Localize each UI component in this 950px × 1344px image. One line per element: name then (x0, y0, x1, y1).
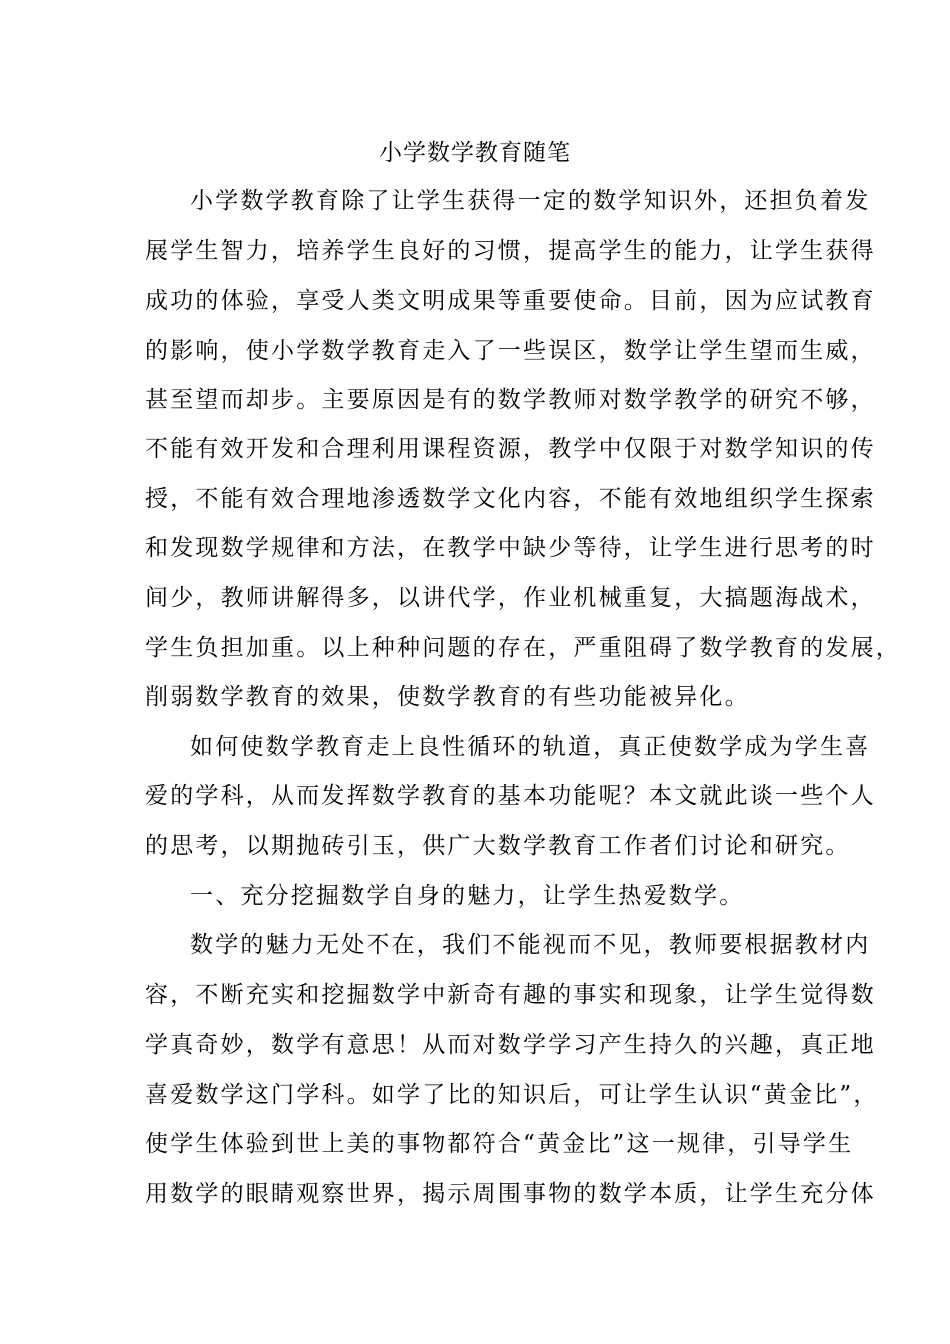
paragraph-line: 甚至望而却步。主要原因是有的数学教师对数学教学的研究不够， (145, 387, 876, 413)
paragraph-line: 小学数学教育除了让学生获得一定的数学知识外，还担负着发 (190, 188, 871, 214)
paragraph-line: 数学的魅力无处不在，我们不能视而不见，教师要根据教材内 (190, 932, 871, 958)
paragraph-line: 展学生智力，培养学生良好的习惯，提高学生的能力，让学生获得 (145, 238, 876, 264)
section-heading: 一、充分挖掘数学自身的魅力，让学生热爱数学。 (190, 883, 745, 909)
paragraph-line: 爱的学科，从而发挥数学教育的基本功能呢？本文就此谈一些个人 (145, 783, 876, 809)
document-title: 小学数学教育随笔 (379, 140, 571, 166)
paragraph-line: 如何使数学教育走上良性循环的轨道，真正使数学成为学生喜 (190, 734, 871, 760)
paragraph-line: 成功的体验，享受人类文明成果等重要使命。目前，因为应试教育 (145, 288, 876, 314)
paragraph-line: 用数学的眼睛观察世界，揭示周围事物的数学本质，让学生充分体 (145, 1181, 876, 1207)
paragraph-line: 和发现数学规律和方法，在教学中缺少等待，让学生进行思考的时 (145, 535, 876, 561)
paragraph-line: 的影响，使小学数学教育走入了一些误区，数学让学生望而生威， (145, 338, 876, 364)
paragraph-line: 授，不能有效合理地渗透数学文化内容，不能有效地组织学生探索 (145, 486, 876, 512)
paragraph-line: 学真奇妙，数学有意思！从而对数学学习产生持久的兴趣，真正地 (145, 1032, 876, 1058)
paragraph-line: 容，不断充实和挖掘数学中新奇有趣的事实和现象，让学生觉得数 (145, 982, 876, 1008)
paragraph-line: 不能有效开发和合理利用课程资源，教学中仅限于对数学知识的传 (145, 436, 876, 462)
paragraph-line: 削弱数学教育的效果，使数学教育的有些功能被异化。 (145, 684, 750, 710)
paragraph-line: 的思考，以期抛砖引玉，供广大数学教育工作者们讨论和研究。 (145, 833, 851, 859)
paragraph-line: 学生负担加重。以上种种问题的存在，严重阻碍了数学教育的发展， (145, 635, 901, 661)
paragraph-line: 喜爱数学这门学科。如学了比的知识后，可让学生认识“黄金比”， (145, 1082, 879, 1108)
paragraph-line: 间少，教师讲解得多，以讲代学，作业机械重复，大搞题海战术， (145, 585, 876, 611)
paragraph-line: 使学生体验到世上美的事物都符合“黄金比”这一规律，引导学生 (145, 1131, 854, 1157)
